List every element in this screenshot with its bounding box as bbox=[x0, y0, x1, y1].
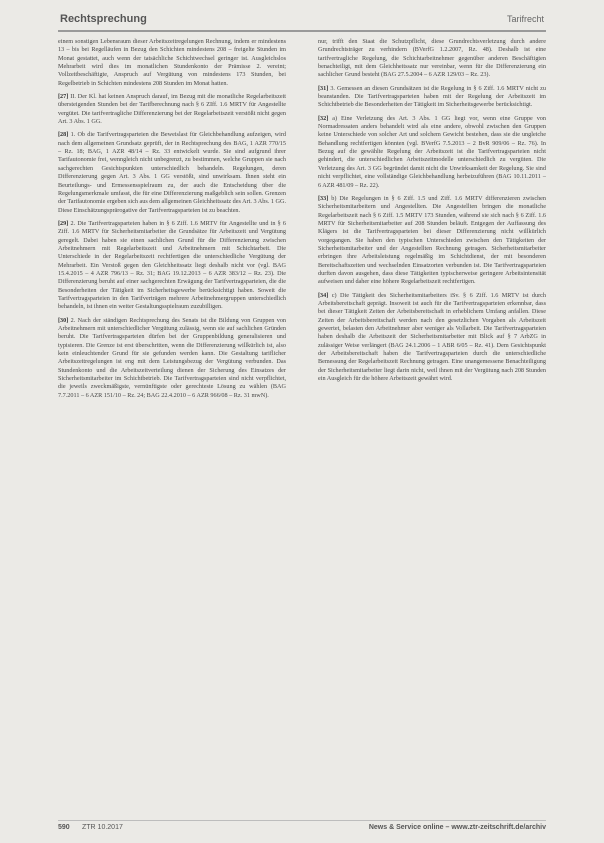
paragraph-text: 1. Ob die Tarifvertragsparteien die Beweislast für Gleichbehandlung aufzeigen, wird nach dem allgemeinen Grundsatz geprüft, der in Rechtsprechung des BAG, 1 AZR 770/15 – Rz. 18; BAG, 1 AZR 48/14 – Rz. 33 entwickelt wurde. Sie sind aufgrund ihrer Tarifautonomie frei, wenngleich nicht unbegrenzt, zu bestimmen, welche Gruppen sie nach sachgerechten Gesichtspunkten unterschiedlich behandeln. Regelungen, deren Differenzierung gegen Art. 3 Abs. 1 GG verstößt, sind unwirksam. Ihnen steht ein Beurteilungs- und Ermessensspielraum zu, der auch die Entscheidung über die Regelungsmerkmale umfasst, die für eine Differenzierung maßgeblich sein sollen. Grenzen der Tarifautonomie ergeben sich aus dem allgemeinen Gleichheitssatz des Art. 3 Abs. 1 GG. Diese Einschätzungsprärogative der Tarifvertragsparteien ist zu beachten. bbox=[58, 131, 286, 214]
subsection-title: Tarifrecht bbox=[506, 14, 544, 24]
paragraph-number: [33] bbox=[318, 194, 329, 202]
paragraph-text: 2. Nach der ständigen Rechtsprechung des Senats ist die Bildung von Gruppen von Arbeitnehmern mit unterschiedlicher Vergütung zulässig, wenn sie auf sachlichen Gründen beruht. Die Tarifvertragsparteien dürfen bei der Gruppenbildung generalisieren und typisieren. Die Grenze ist erst überschritten, wenn die Differenzierung willkürlich ist, also kein einleuchtender Grund für sie gefunden werden kann. Die Gestaltung tariflicher Arbeitszeitregelungen ist eng mit dem Leistungsbezug der Vergütung verbunden. Das Stundenkonto und die Arbeitszeitverteilung dienen der Sicherung des Einsatzes der Sicherheitsmitarbeiter im Schichtbetrieb. Die Tarifvertragsparteien sind nicht verpflichtet, die jeweils zweckmäßigste, vernünftigste oder gerechteste Lösung zu wählen (BAG 7.7.2011 – 6 AZR 151/10 – Rz. 24; BAG 22.4.2010 – 6 AZR 966/08 – Rz. 31 mwN). bbox=[58, 316, 286, 399]
paragraph bbox=[318, 85, 546, 110]
journal-issue: ZTR 10.2017 bbox=[82, 824, 123, 831]
paragraph-text: c) Die Tätigkeit des Sicherheitsmitarbeiters iSv. § 6 Ziff. 1.6 MRTV ist durch Arbeitsbereitschaft geprägt. Insoweit ist auch für die Tarifvertragsparteien erkennbar, dass bei dieser Tätigkeit Zeiten der Arbeitsbereitschaft in erheblichem Umfang anfallen. Diese Zeiten der Arbeitsbereitschaft werden nach den gesetzlichen Vorgaben als Arbeitszeit gewertet, belasten den Arbeitnehmer aber weniger als Vollarbeit. Die Tarifvertragsparteien haben deshalb die Arbeitszeit der Sicherheitsmitarbeiter mit Blick auf § 7 ArbZG in zulässiger Weise verlängert (BAG 24.1.2006 – 1 ABR 6/05 – Rz. 41). Dem Gesichtspunkt der Arbeitsbereitschaft haben die Tarifvertragsparteien durch die unterschiedliche Bemessung der Regelarbeitszeit Rechnung getragen. Eine unangemessene Benachteiligung der Sicherheitsmitarbeiter liegt darin nicht, weil ihnen mit der Vergütung nach 208 Stunden ein Ausgleich für die höhere Arbeitszeit gewährt wird. bbox=[318, 291, 546, 383]
paragraph bbox=[318, 115, 546, 190]
paragraph-text: II. Der Kl. hat keinen Anspruch darauf, im Bezug mit die monatliche Regelarbeitszeit übersteigenden Stunden bei der Tarifberechnung nach § 6 ZIff. 1.6 MRTV für Angestellte vergütet. Die tarifvertragliche Differenzierung bei der Regelarbeitszeit verstößt nicht gegen Art. 3 Abs. 1 GG. bbox=[58, 93, 286, 126]
paragraph bbox=[318, 38, 546, 80]
paragraph bbox=[58, 131, 286, 214]
right-column bbox=[318, 38, 546, 816]
paragraph-number: [27] bbox=[58, 93, 69, 101]
page-footer bbox=[58, 820, 546, 835]
page-number: 590 bbox=[58, 824, 70, 831]
paragraph-text: 2. Die Tarifvertragsparteien haben in § 6 Ziff. 1.6 MRTV für Angestellte und in § 6 Ziff. 1.6 MRTV für Sicherheitsmitarbeiter die Grundsätze für Arbeitszeit und Vergütung geregelt. Dabei haben sie einen sachlichen Grund für die Differenzierung zwischen Arbeitnehmern mit Regelarbeitszeit und Arbeitnehmern mit Schichtarbeit. Die Unterschiede in der Regelarbeitszeit rechtfertigen die unterschiedliche Vergütung der Mehrarbeit. Ein Verstoß gegen den Gleichheitssatz liegt deshalb nicht vor (vgl. BAG 15.4.2015 – 4 AZR 796/13 – Rz. 31; BAG 19.12.2013 – 6 AZR 383/12 – Rz. 23). Die Differenzierung beruht auf einer sachgerechten Erwägung der Tarifvertragsparteien, die die Besonderheiten der Tätigkeit im Sicherheitsgewerbe berücksichtigt haben. Soweit die Tarifvertragsparteien in den Tarifverträgen mehrere Arbeitnehmergruppen unterschiedlich behandeln, ist ihnen ein weiter Gestaltungsspielraum zuzubilligen. bbox=[58, 219, 286, 311]
paragraph-text: 3. Gemessen an diesen Grundsätzen ist die Regelung in § 6 Ziff. 1.6 MRTV nicht zu beanstanden. Die Tarifvertragsparteien haben mit der Regelung der Arbeitszeit im Schichtbetrieb die Besonderheiten der Tätigkeit im Sicherheitsgewerbe berücksichtigt. bbox=[318, 84, 546, 109]
paragraph-text: einem sonstigen Lebensraum dieser Arbeitszeitregelungen Rechnung, indem er mindestens 13 – bis bei Regelläufen in Bezug den Schichten mindestens 208 – freigelte Stunden im Monat gestattet, auch wenn der tatsächliche Schichtwechsel geringer ist. Ausgleichslos Mehrarbeit wird dies im monatlichen Stundenkonto der Prämisse 2. vereint; Vollzeitbeschäftigte, Anspruch auf Vergütung von mindestens 173 Stunden, bei Regelbetrieb in Schichten mindestens 208 Stunden im Monat hatten. bbox=[58, 38, 286, 87]
paragraph-number: [31] bbox=[318, 84, 329, 92]
paragraph bbox=[58, 38, 286, 88]
paragraph bbox=[58, 317, 286, 400]
page-header bbox=[58, 12, 546, 32]
paragraph-number: [32] bbox=[318, 114, 329, 122]
paragraph-number: [28] bbox=[58, 131, 69, 139]
section-title: Rechtsprechung bbox=[60, 13, 147, 25]
paragraph bbox=[58, 220, 286, 312]
paragraph-number: [34] bbox=[318, 291, 329, 299]
paragraph-text: nur, trifft den Staat die Schutzpflicht, diese Grundrechtsverletzung durch andere Grundrechtsträger zu verhindern (BVerfG 1.2.2007, Rz. 48). Deshalb ist eine tarifvertragliche Regelung, die Schichtarbeitnehmer gegenüber anderen Beschäftigten benachteiligt, mit dem Gleichheitssatz nur vereinbar, wenn für die Differenzierung ein sachlicher Grund besteht (BAG 27.5.2004 – 6 AZR 129/03 – Rz. 23). bbox=[318, 38, 546, 79]
paragraph bbox=[318, 195, 546, 287]
left-column bbox=[58, 38, 286, 816]
paragraph bbox=[58, 93, 286, 126]
paragraph-text: b) Die Regelungen in § 6 Ziff. 1.5 und Ziff. 1.6 MRTV differenzieren zwischen Sicherheitsmitarbeitern und Angestellten. Die Angestellten bringen die monatliche Regelarbeitszeit nach § 6 Ziff. 1.5 MRTV 173 Stunden, während sie sich nach § 6 Ziff. 1.6 MRTV für Sicherheitsmitarbeiter auf 208 Stunden beläuft. Entgegen der Auffassung des Klägers ist die Tarifvertragsparteien bei dieser Differenzierung nicht willkürlich vorgegangen. Sie haben den typischen Unterschieden zwischen den Tätigkeiten der Sicherheitsmitarbeiter und der Angestellten Rechnung getragen. Sicherheitsmitarbeiter erbringen ihre Arbeitsleistung regelmäßig im Schichtdienst, der mit besonderen Bereitschaftszeiten und wechselnden Einsatzorten verbunden ist. Die Tarifvertragsparteien durften davon ausgehen, dass diese Tätigkeiten typischerweise geringere Arbeitsintensität aufweisen und daher eine höhere Regelarbeitszeit rechtfertigen. bbox=[318, 194, 546, 286]
paragraph bbox=[318, 292, 546, 384]
paragraph-text: a) Eine Verletzung des Art. 3 Abs. 1 GG liegt vor, wenn eine Gruppe von Normadressaten anders behandelt wird als eine andere, obwohl zwischen den Gruppen keine Unterschiede von solcher Art und solchem Gewicht bestehen, dass sie die ungleiche Behandlung rechtfertigen könnten (vgl. BVerfG 7.5.2013 – 2 BvR 909/06 – Rz. 76). In Bezug auf die gewählte Regelung der Arbeitszeit ist die Tarifvertragsparteien nicht gehindert, die unterschiedlichen Arbeitszeitmodelle unterschiedlich zu vergüten. Die Verletzung des Art. 3 GG begründet damit nicht die Unwirksamkeit der Regelung. Sie sind nicht verpflichtet, eine vollständige Gleichbehandlung herbeizuführen (BAG 10.11.2011 – 6 AZR 481/09 – Rz. 22). bbox=[318, 114, 546, 189]
service-link[interactable]: News & Service online – www.ztr-zeitschrift.de/archiv bbox=[368, 824, 546, 831]
paragraph-number: [29] bbox=[58, 219, 69, 227]
paragraph-number: [30] bbox=[58, 316, 69, 324]
